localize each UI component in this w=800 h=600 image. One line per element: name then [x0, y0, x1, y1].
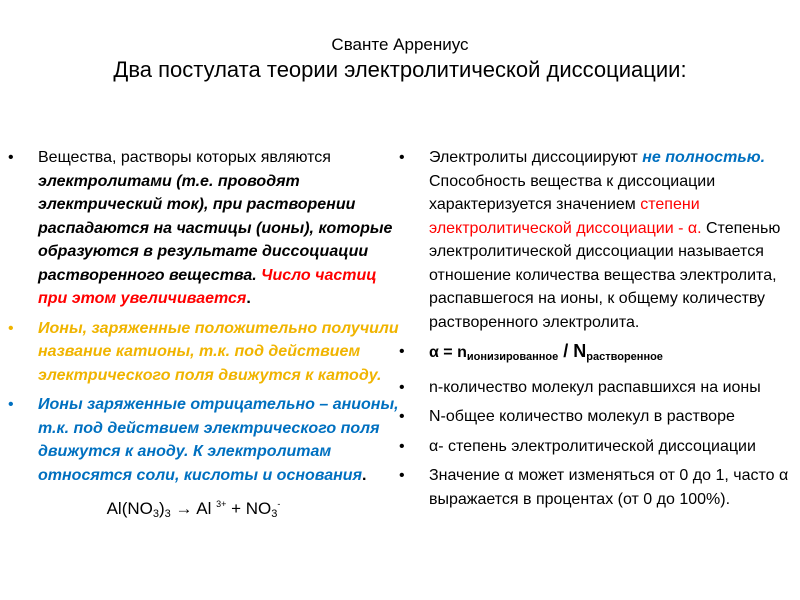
- right-column: [397, 146, 797, 517]
- author-name: Сванте Аррениус: [331, 35, 469, 54]
- formula-arrow: → Al: [170, 499, 217, 518]
- item-text: Вещества, растворы которых являются: [38, 149, 331, 166]
- alpha-formula: [429, 341, 663, 363]
- formula-subscript: 3: [152, 508, 159, 520]
- bullet-icon: •: [399, 343, 405, 360]
- item-emphasis: электролитами (т.е. проводят электрический ток), при растворении распадаются на частицы (ионы), которые образуются в результате диссоциации растворенного вещества.: [38, 172, 393, 284]
- formula-part: ): [158, 499, 165, 518]
- bullet-icon: •: [399, 437, 405, 455]
- item-emphasis: не полностью.: [642, 149, 766, 166]
- right-bullet-list: [397, 146, 797, 511]
- bullet-icon: •: [8, 396, 14, 413]
- list-item: [397, 340, 797, 370]
- item-text: Ионы, заряженные положительно получили название катионы, т.к. под действием электрического поля движутся к катоду.: [38, 319, 399, 384]
- reaction-formula: [6, 493, 401, 527]
- formula-part: / N: [558, 341, 587, 361]
- bullet-icon: •: [399, 408, 405, 425]
- bullet-icon: •: [399, 149, 405, 166]
- item-highlight: степени электролитической диссоциации - α.: [429, 196, 702, 237]
- list-item: [6, 146, 401, 311]
- item-period: .: [246, 290, 251, 307]
- list-item: [397, 146, 797, 334]
- item-period: .: [362, 466, 367, 484]
- list-item: [397, 464, 797, 511]
- formula-superscript: -: [277, 499, 281, 509]
- formula-part: + NO: [226, 499, 272, 518]
- formula-part: α = n: [429, 344, 467, 361]
- bullet-icon: •: [8, 149, 14, 166]
- formula-superscript: 3+: [216, 499, 227, 509]
- formula-subscript: растворенное: [586, 351, 663, 363]
- bullet-icon: •: [399, 467, 405, 484]
- bullet-icon: •: [399, 378, 405, 396]
- item-text: Ионы заряженные отрицательно – анионы, т.к. под действием электрического поля движутся к аноду. К электролитам относятся соли, кислоты и основания: [38, 396, 399, 484]
- formula-subscript: 3: [164, 508, 171, 520]
- list-item: [397, 405, 797, 429]
- item-text: n-количество молекул распавшихся на ионы: [429, 378, 761, 396]
- item-text: Степенью электролитической диссоциации называется отношение количества вещества электролита, распавшегося на ионы, к общему количеству растворенного электролита.: [429, 219, 781, 331]
- item-text: Значение α может изменяться от 0 до 1, часто α выражается в процентах (от 0 до 100%).: [429, 467, 789, 508]
- formula-part: Al(NO: [106, 499, 153, 518]
- item-text: Способность вещества к диссоциации характеризуется значением: [429, 172, 716, 213]
- list-item: [397, 376, 797, 400]
- slide-title: Два постулата теории электролитической диссоциации:: [113, 57, 687, 82]
- list-item: [397, 435, 797, 459]
- item-text: N-общее количество молекул в растворе: [429, 408, 735, 425]
- left-bullet-list: [6, 146, 401, 487]
- item-text: Электролиты диссоциируют: [429, 149, 643, 166]
- slide-header: [0, 34, 800, 84]
- item-highlight: Число частиц при этом увеличивается: [38, 266, 377, 307]
- list-item: [6, 317, 401, 388]
- left-column: [6, 146, 401, 527]
- formula-subscript: 3: [271, 508, 278, 520]
- item-text: α- степень электролитической диссоциации: [429, 437, 756, 455]
- list-item: [6, 393, 401, 487]
- bullet-icon: •: [8, 319, 14, 337]
- formula-subscript: ионизированное: [466, 351, 559, 363]
